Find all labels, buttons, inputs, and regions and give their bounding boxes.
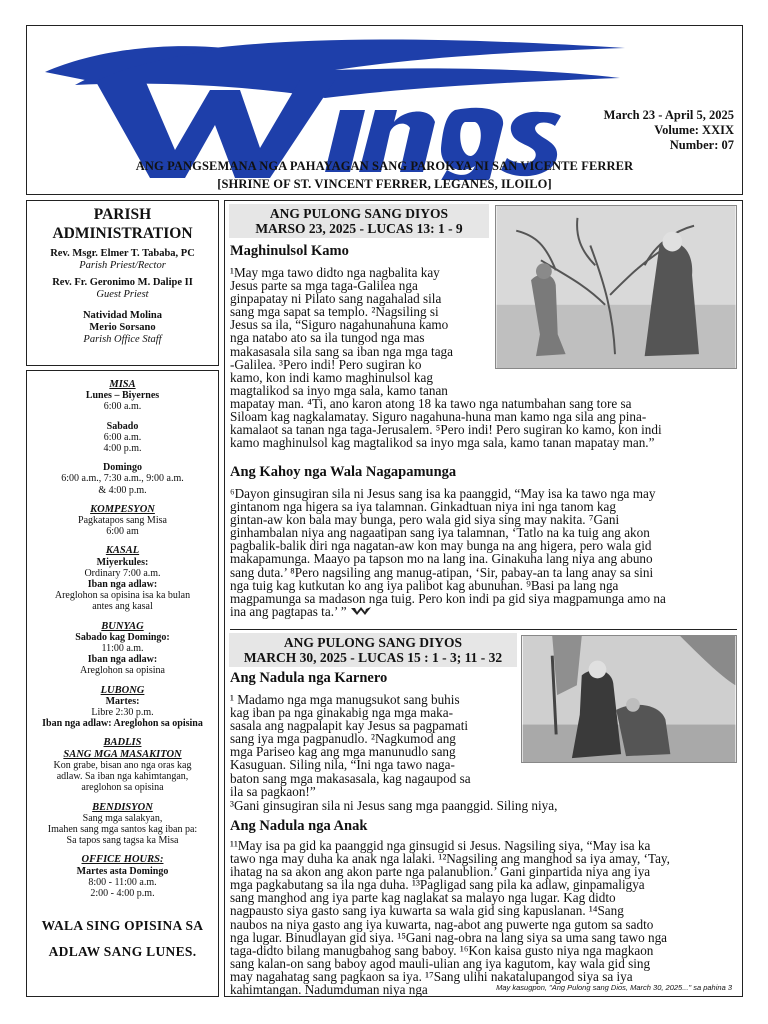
sched-misa-time: 6:00 a.m. — [103, 401, 142, 413]
issue-volume: Volume: XXIX — [654, 123, 734, 137]
priest-2-role: Guest Priest — [96, 289, 149, 300]
gospel-column — [224, 200, 743, 997]
r2b-line: mga pagkabutang sa ila nga duha. ¹³Pagligad sang pila ka adlaw, ginpamaligya — [230, 877, 645, 893]
r1b-line: gintanom nga higera sa iya talamnan. Ginkadtuan niya ini nga tanom kag — [230, 499, 616, 515]
sched-kasal-1: Ordinary 7:00 a.m. — [84, 567, 161, 579]
r1b-line: ginhambalan niya ang nagaatipan sang iya talamnan, ‘Tatlo na ka tuig ang akon — [230, 525, 650, 541]
reading2-title: Ang Nadula nga Karnero — [230, 670, 388, 686]
parish-administration-box — [26, 200, 219, 366]
r2-line: Kasuguan. Siling nila, “Ini nga tawo naga- — [230, 757, 455, 773]
r2-line: baton sang mga makasasala, kag nagaupod sa — [230, 770, 471, 786]
sched-domingo-t2: & 4:00 p.m. — [98, 484, 147, 496]
schedule-box — [26, 370, 219, 997]
sched-badlis-t1: Kon grabe, bisan ano nga oras kag — [53, 759, 192, 771]
r1b-line-end: ina ang pagtapas ta.’ ” — [230, 603, 347, 619]
sched-kompesyon-2: 6:00 am — [106, 526, 139, 538]
issue-number: Number: 07 — [669, 138, 734, 152]
r1-line: ¹May mga tawo didto nga nagbalita kay — [230, 265, 440, 280]
reading1-text-2 — [230, 487, 737, 618]
sched-badlis-t3: areglohon sa opisina — [81, 782, 164, 794]
sched-lubong-2: Iban nga adlaw: Areglohon sa opisina — [42, 718, 203, 730]
sched-kasal: KASAL — [105, 545, 140, 557]
masthead-subtitle: ANG PANGSEMANA NGA PAHAYAGAN SANG PAROKYA NI SAN VICENTE FERRER — [135, 159, 634, 173]
r1b-line: pagbalik-balik diri nga nagatan-aw kon may bunga na ang higera, pero wala gid — [230, 538, 652, 554]
wings-logo — [35, 30, 625, 180]
sched-sabado: Sabado — [106, 420, 139, 432]
sched-badlis-2: SANG MGA MASAKITON — [63, 748, 182, 760]
sched-domingo: Domingo — [103, 462, 142, 474]
r2-line: ila sa pagkaon!” — [230, 783, 316, 799]
r1-line: makasasala sila sang sa iban nga mga taga — [230, 343, 454, 359]
r1-line: mapatay man. ⁴Ti, ano karon atong 18 ka tawo nga natumbahan sang tore sa — [230, 396, 632, 411]
r2-line: sang iya mga pagpanudlo. ²Nagkumod ang — [230, 731, 456, 747]
r1-line: magtalikod sa inyo mga sala, kamo tanan — [230, 382, 448, 398]
r1-line: Jesus sa ila, “Siguro nagahunahuna kamo — [230, 317, 449, 333]
r1-line: sang mga sapat sa templo. ²Nagsiling si — [230, 304, 439, 320]
r2b-line: may nagahatag sang pagkaon sa iya. ¹⁷Sang ulihi nakatalupangod siya sa iya — [230, 968, 633, 984]
r2-line: mga Pariseo kag ang mga manunudlo sang — [230, 744, 456, 760]
sched-lubong-1: Libre 2:30 p.m. — [91, 707, 154, 719]
sched-bunyag-2: Areglohon sa opisina — [80, 665, 165, 677]
reading1-head-1: ANG PULONG SANG DIYOS — [269, 206, 449, 221]
sched-lubong-day: Martes: — [105, 695, 140, 707]
wings-mark-icon — [350, 606, 372, 616]
sched-lubong: LUBONG — [100, 684, 145, 696]
r1-line: ginpapatay ni Pilato sang nagahalad sila — [230, 291, 442, 307]
r1b-line: magpamunga sa madason nga tuig. Pero kon indi pa gid siya magpamunga amo na — [230, 590, 666, 606]
reading2-header — [229, 633, 517, 667]
section-divider — [230, 629, 737, 630]
priest-1-role: Parish Priest/Rector — [79, 260, 166, 271]
sched-office-2: 2:00 - 4:00 p.m. — [90, 887, 155, 899]
fig-tree-illustration — [495, 205, 737, 369]
r1b-line: nga tuig kag kutkutan ko ang iya palibot kag abunuhan. ⁹Basi pa lang nga — [230, 577, 619, 593]
reading2-text-narrow — [230, 693, 516, 798]
office-closed-2: ADLAW SANG LUNES. — [48, 944, 197, 960]
reading1-title: Maghinulsol Kamo — [230, 243, 349, 259]
r1b-line: ⁶Dayon ginsugiran sila ni Jesus sang isa ka paanggid, “May isa ka tawo nga may — [230, 486, 656, 501]
staff-1-name: Natividad Molina — [82, 310, 163, 321]
sched-office-day: Martes asta Domingo — [76, 865, 169, 877]
staff-2-name: Merio Sorsano — [89, 322, 156, 333]
sched-bendisyon: BENDISYON — [92, 801, 153, 813]
r2b-line: sang manghod ang iya parte kag naglakat sa malayo nga lugar. Kag didto — [230, 890, 616, 906]
sched-badlis-t2: adlaw. Sa iban nga kahimtangan, — [56, 771, 189, 783]
r2b-line: tawo nga may duha ka anak nga lalaki. ¹²Nagsiling ang manghod sa iya amay, ‘Tay, — [230, 851, 670, 867]
r1-line: nga natabo ato sa ila tungod nga mas — [230, 330, 425, 346]
continued-note: May kasugpon, "Ang Pulong sang Dios, March 30, 2025..." sa pahina 3 — [496, 983, 732, 992]
r2b-line: ihatag na sa akon ang akon parte nga palanublion.’ Gani ginpartida niya ang iya — [230, 864, 651, 880]
r2b-line: sang kalan-on sang baboy agod mauli-ulian ang iya kagutom, kay wala gid sing — [230, 955, 651, 971]
reading1-text-wide — [230, 397, 737, 449]
reading1-title-2: Ang Kahoy nga Wala Nagapamunga — [230, 464, 457, 480]
r1-line: Siloam kag nagkalamatay. Siguro nagahuna-huna man kamo nga sila ang pina- — [230, 409, 647, 425]
sched-kasal-3: antes ang kasal — [92, 601, 153, 613]
sched-sabado-t1: 6:00 a.m. — [103, 431, 142, 443]
masthead — [26, 25, 743, 195]
sched-bunyag: BUNYAG — [101, 620, 144, 632]
reading1-head-2: MARSO 23, 2025 - LUCAS 13: 1 - 9 — [255, 221, 463, 236]
reading2-text-2 — [230, 839, 737, 996]
admin-title-2: ADMINISTRATION — [52, 225, 193, 242]
shepherd-illustration — [521, 635, 737, 763]
r1b-line — [230, 605, 737, 618]
sched-bunyag-adlaw: Iban nga adlaw: — [87, 654, 158, 666]
r2-line: ¹ Madamo nga mga manugsukot sang buhis — [230, 692, 460, 707]
sched-bunyag-day: Sabado kag Domingo: — [75, 631, 170, 643]
r2b-line: naubos na niya gasto ang iya kuwarta, nag-abot ang puwerte nga gutom sa sadto — [230, 916, 654, 932]
r1-line: kamo maghinulsol kag magtalikod sa inyo mga sala, kamo tanan mapatay man.” — [230, 435, 655, 451]
r1b-line: sang duta.’ ⁸Pero nagsiling ang manug-atipan, ‘Sir, pabay-an ta lang anay sa sini — [230, 564, 654, 580]
sched-office: OFFICE HOURS: — [81, 854, 164, 866]
r1-line: -Galilea. ³Pero indi! Pero sugiran ko — [230, 356, 422, 372]
r1-line: Jesus parte sa mga taga-Galilea nga — [230, 278, 418, 294]
sched-bendisyon-2: Imahen sang mga santos kag iban pa: — [47, 823, 198, 835]
sched-domingo-t1: 6:00 a.m., 7:30 a.m., 9:00 a.m. — [61, 473, 184, 485]
r1b-line: makapamunga. Maayo pa tapson mo na lang ina. Ginakuha lang niya ang abuno — [230, 551, 653, 567]
staff-role: Parish Office Staff — [83, 334, 162, 345]
sched-kasal-day: Miyerkules: — [96, 556, 149, 568]
reading1-header — [229, 204, 489, 238]
reading2-title-2: Ang Nadula nga Anak — [230, 818, 368, 834]
r2b-line: nga lugar. Binudlayan gid siya. ¹⁵Gani nag-obra na lang siya sa uma sang tawo nga — [230, 929, 668, 945]
r2b-line: nagpausto siya gasto sang iya kuwarta sa wala gid sing kapuslanan. ¹⁴Sang — [230, 903, 624, 919]
r2b-line: taga-didto bilang manugbahog sang baboy. ¹⁶Kon kaisa gusto niya nga magkaon — [230, 942, 654, 958]
masthead-shrine: [SHRINE OF ST. VINCENT FERRER, LEGANES, ILOILO] — [217, 177, 552, 191]
reading2-line-3: ³Gani ginsugiran sila ni Jesus sang mga paanggid. Siling niya, — [230, 798, 558, 813]
r2-line: kag iban pa nga ginakabig nga mga maka- — [230, 705, 454, 721]
reading1-text-narrow — [230, 266, 491, 397]
r1b-line: gintan-aw kon bala may bunga, pero wala gid siya sing may nakita. ⁷Gani — [230, 512, 620, 528]
sched-bendisyon-3: Sa tapos sang tagsa ka Misa — [66, 835, 179, 847]
reading2-head-1: ANG PULONG SANG DIYOS — [283, 635, 463, 650]
sched-kasal-2: Areglohon sa opisina isa ka bulan — [54, 590, 191, 602]
r2b-line: kahimtangan. Nadumduman niya nga — [230, 982, 428, 998]
office-closed-1: WALA SING OPISINA SA — [41, 918, 204, 934]
issue-dates: March 23 - April 5, 2025 — [603, 108, 734, 122]
sched-sabado-t2: 4:00 p.m. — [103, 443, 142, 455]
r2-line: sasala ang nagpalapit kay Jesus sa pagpamati — [230, 718, 469, 734]
sched-misa-days: Lunes – Biyernes — [85, 390, 160, 402]
r1-line: kamo, kon indi kamo maghinulsol kag — [230, 369, 433, 385]
admin-title-1: PARISH — [93, 206, 152, 223]
priest-2-name: Rev. Fr. Geronimo M. Dalipe II — [52, 277, 193, 288]
sched-kompesyon-1: Pagkatapos sang Misa — [78, 515, 167, 527]
sched-bendisyon-1: Sang mga salakyan, — [82, 812, 163, 824]
sched-kompesyon: KOMPESYON — [90, 503, 155, 515]
reading2-head-2: MARCH 30, 2025 - LUCAS 15 : 1 - 3; 11 - 32 — [243, 650, 503, 665]
priest-1-name: Rev. Msgr. Elmer T. Tababa, PC — [50, 248, 195, 259]
sched-misa: MISA — [109, 379, 136, 390]
sched-badlis-1: BADLIS — [103, 737, 142, 749]
sched-bunyag-1: 11:00 a.m. — [101, 643, 144, 655]
r1-line: kamalaot sa tanan nga taga-Jerusalem. ⁵Pero indi! Pero sugiran ko kamo, kon indi — [230, 422, 662, 438]
r2b-line: ¹¹May isa pa gid ka paanggid nga ginsugid si Jesus. Nagsiling siya, “May isa ka — [230, 838, 651, 853]
sched-kasal-adlaw: Iban nga adlaw: — [87, 579, 158, 591]
sched-office-1: 8:00 - 11:00 a.m. — [88, 876, 157, 888]
